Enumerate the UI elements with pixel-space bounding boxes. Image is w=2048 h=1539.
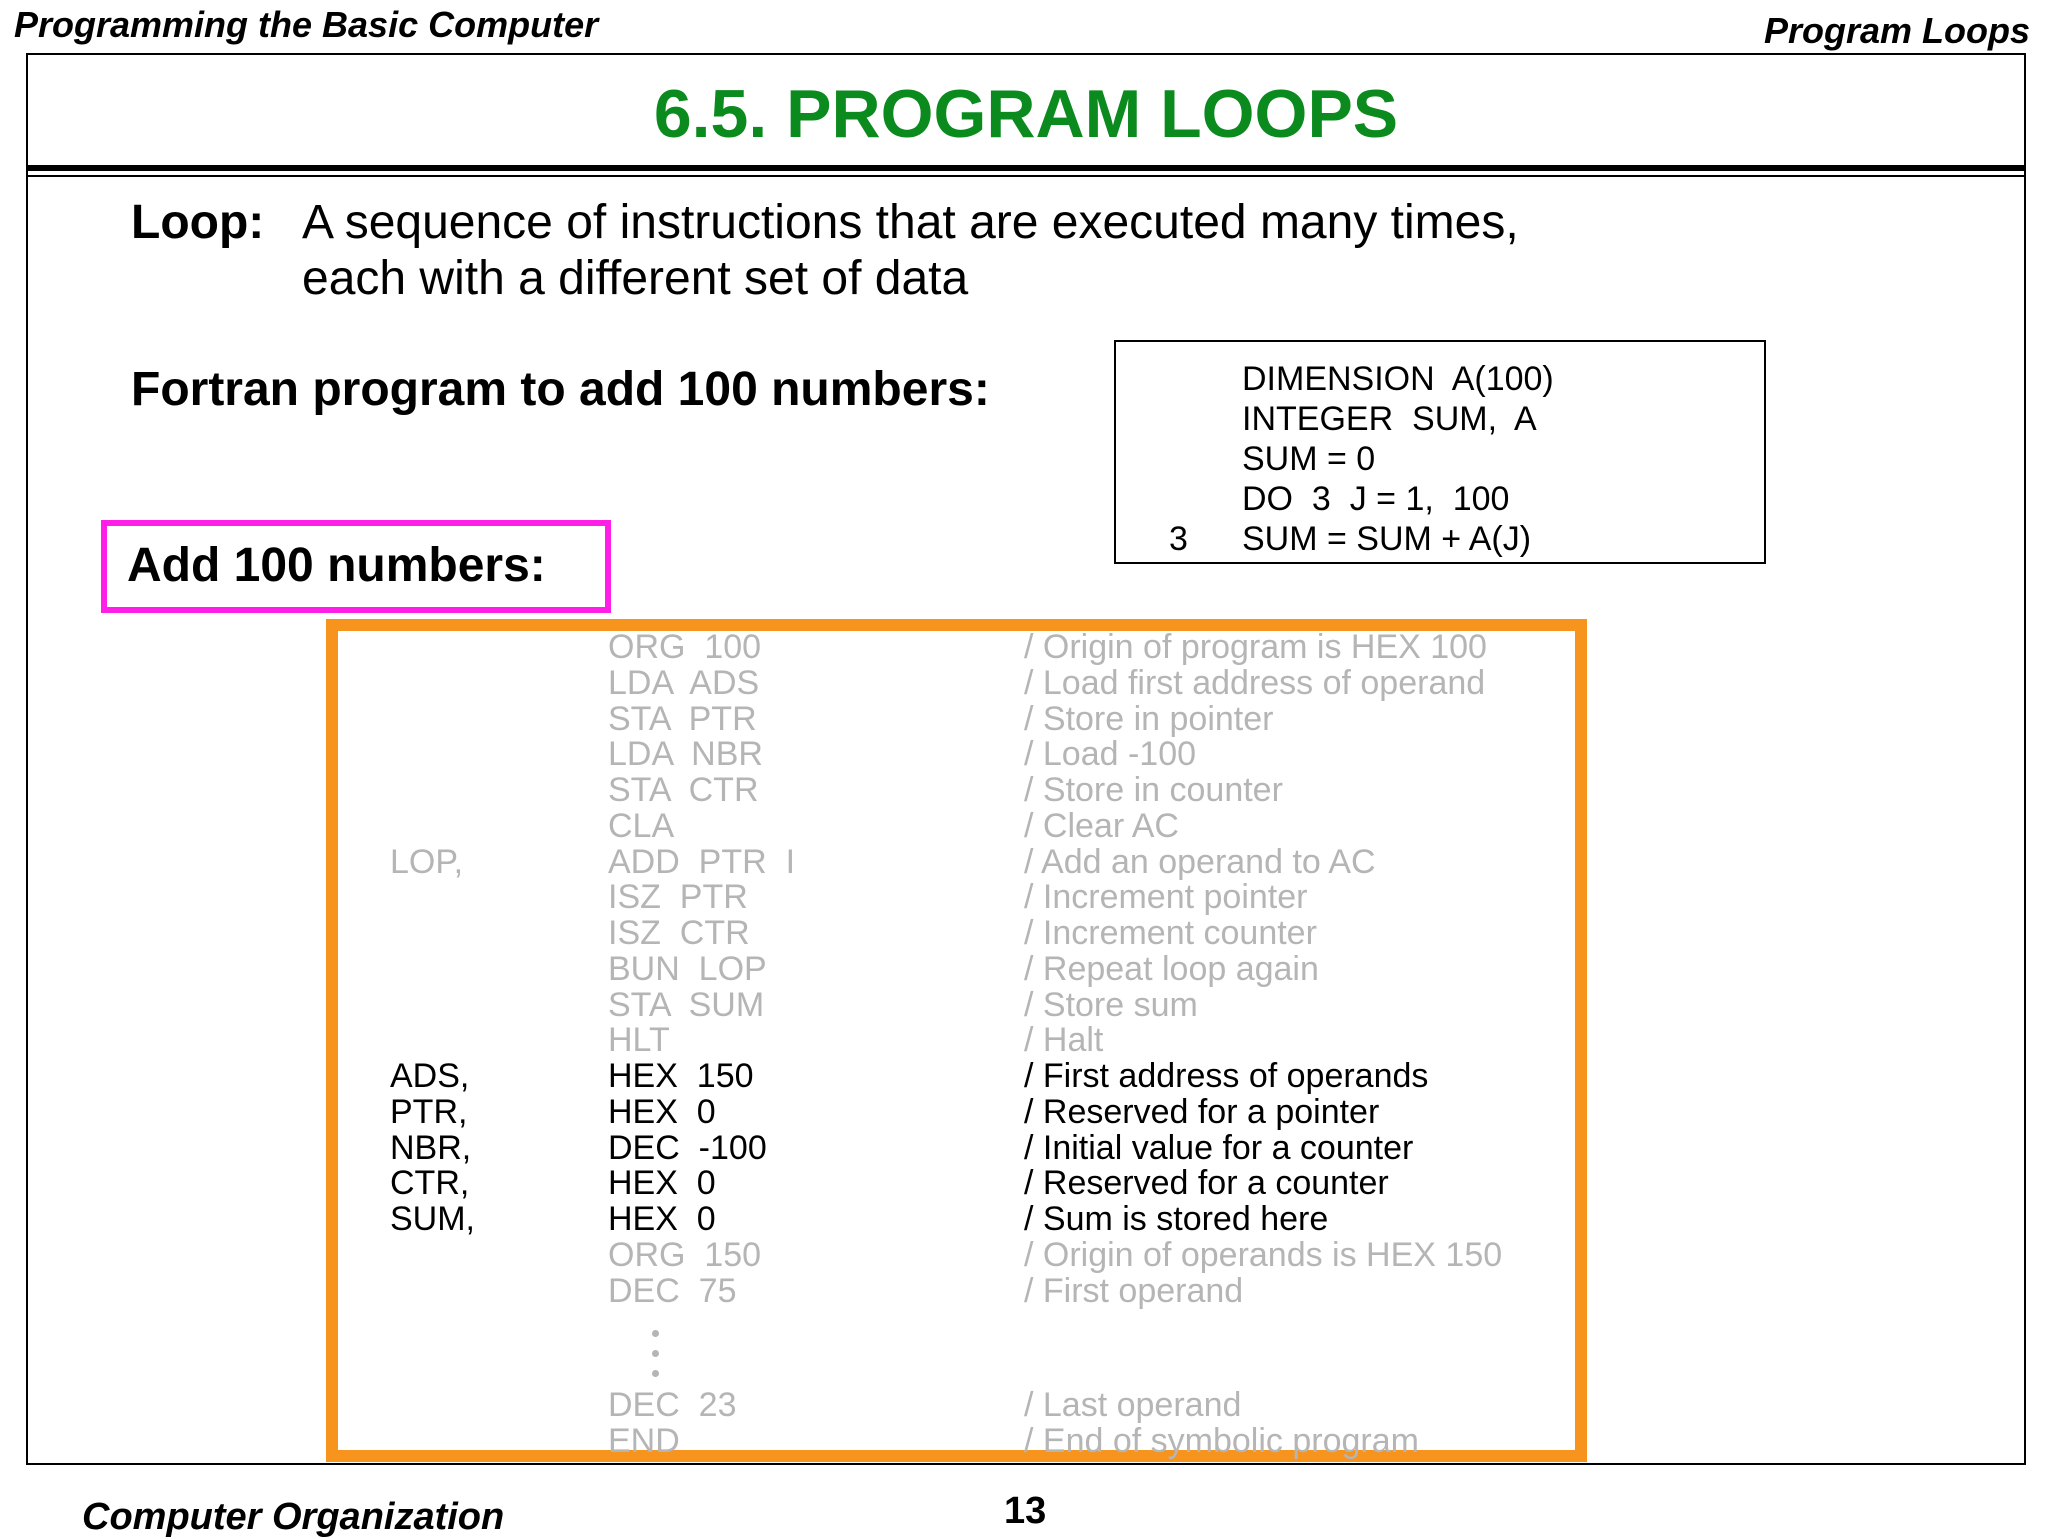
loop-definition [302, 195, 1519, 307]
program-line [338, 629, 1575, 665]
program-line-instruction: ISZ PTR [608, 878, 748, 917]
program-line-comment: / Store in counter [1024, 771, 1283, 809]
program-line-label: PTR, [390, 1092, 468, 1131]
assembly-program-box [326, 619, 1587, 1462]
program-line [338, 987, 1575, 1023]
program-line-label: LOP, [390, 842, 464, 881]
program-line-comment: / Sum is stored here [1024, 1200, 1329, 1238]
program-line-comment: / Reserved for a pointer [1024, 1092, 1380, 1131]
program-line-comment: / Origin of program is HEX 100 [1024, 628, 1487, 666]
program-line [338, 1201, 1575, 1237]
program-line-comment: / Increment pointer [1024, 878, 1308, 917]
fortran-code-box [1114, 340, 1766, 564]
program-line-comment: / Load -100 [1024, 735, 1197, 774]
program-line-instruction: STA PTR [608, 699, 757, 738]
program-line-comment: / Repeat loop again [1024, 949, 1319, 988]
page-number: 13 [1004, 1490, 1047, 1532]
program-line [338, 1130, 1575, 1166]
program-line [338, 951, 1575, 987]
program-line-instruction: ADD PTR I [608, 842, 796, 881]
program-line [338, 1387, 1575, 1423]
program-line-comment: / Origin of operands is HEX 150 [1024, 1235, 1503, 1274]
continuation-dots [649, 1326, 663, 1386]
add-numbers-label: Add 100 numbers: [127, 539, 546, 592]
program-line [338, 1273, 1575, 1309]
program-line [338, 1165, 1575, 1201]
program-line [338, 1423, 1575, 1459]
program-line-comment: / Increment counter [1024, 914, 1317, 952]
program-line [338, 701, 1575, 737]
program-line-label: NBR, [390, 1128, 472, 1167]
fortran-line: INTEGER SUM, A [1242, 400, 1537, 438]
fortran-statement-label: 3 [1169, 520, 1188, 558]
program-line-comment: / First operand [1024, 1271, 1244, 1310]
program-line-instruction: STA CTR [608, 771, 759, 809]
program-line-instruction: BUN LOP [608, 949, 767, 988]
program-line-comment: / Halt [1024, 1021, 1104, 1060]
program-line-instruction: HEX 0 [608, 1092, 716, 1131]
program-line-instruction: DEC 23 [608, 1386, 737, 1424]
program-line [338, 665, 1575, 701]
loop-term: Loop: [131, 196, 265, 249]
loop-definition-line-2: each with a different set of data [302, 252, 969, 305]
title-divider-thin [26, 175, 2026, 177]
fortran-line: DO 3 J = 1, 100 [1242, 480, 1510, 518]
header-course-title: Programming the Basic Computer [14, 4, 599, 45]
fortran-line: DIMENSION A(100) [1242, 360, 1554, 398]
program-line-instruction: HLT [608, 1021, 670, 1060]
program-line-comment: / Initial value for a counter [1024, 1128, 1414, 1167]
fortran-heading: Fortran program to add 100 numbers: [131, 363, 990, 416]
program-line [338, 808, 1575, 844]
program-line-instruction: ORG 100 [608, 628, 762, 666]
program-line-instruction: END [608, 1422, 680, 1460]
program-line [338, 844, 1575, 880]
program-line [338, 772, 1575, 808]
program-line-instruction: LDA NBR [608, 735, 763, 774]
program-line-comment: / Last operand [1024, 1386, 1242, 1424]
program-line [338, 1022, 1575, 1058]
add-numbers-highlight-box [101, 520, 611, 613]
program-line-instruction: STA SUM [608, 985, 765, 1024]
program-line-instruction: DEC -100 [608, 1128, 767, 1167]
program-line [338, 915, 1575, 951]
fortran-line: SUM = 0 [1242, 440, 1376, 478]
program-line [338, 879, 1575, 915]
program-line-instruction: DEC 75 [608, 1271, 737, 1310]
program-line-comment: / Reserved for a counter [1024, 1164, 1389, 1203]
footer-course-name: Computer Organization [82, 1496, 505, 1538]
program-line-comment: / Load first address of operand [1024, 663, 1486, 702]
program-line-instruction: HEX 0 [608, 1200, 716, 1238]
fortran-line: SUM = SUM + A(J) [1242, 520, 1532, 558]
program-line-instruction: HEX 150 [608, 1057, 754, 1095]
header-section-title: Program Loops [1763, 10, 2030, 51]
title-divider-thick [26, 165, 2026, 171]
program-line-label: CTR, [390, 1164, 470, 1203]
program-line-comment: / Store in pointer [1024, 699, 1274, 738]
program-line-comment: / Store sum [1024, 985, 1198, 1024]
program-line-label: ADS, [390, 1057, 470, 1095]
program-line [338, 1094, 1575, 1130]
program-line-instruction: ISZ CTR [608, 914, 750, 952]
program-line [338, 1058, 1575, 1094]
program-line [338, 736, 1575, 772]
program-line [338, 1237, 1575, 1273]
program-line-instruction: HEX 0 [608, 1164, 716, 1203]
program-line-label: SUM, [390, 1200, 475, 1238]
program-line-comment: / Clear AC [1024, 806, 1179, 845]
slide-title: 6.5. PROGRAM LOOPS [653, 76, 1399, 152]
program-line-comment: / End of symbolic program [1024, 1422, 1419, 1460]
program-line-instruction: LDA ADS [608, 663, 760, 702]
loop-definition-line-1: A sequence of instructions that are executed many times, [302, 196, 1519, 249]
program-line-comment: / First address of operands [1024, 1057, 1429, 1095]
program-line-comment: / Add an operand to AC [1024, 842, 1376, 881]
program-line-instruction: ORG 150 [608, 1235, 762, 1274]
program-line-instruction: CLA [608, 806, 675, 845]
